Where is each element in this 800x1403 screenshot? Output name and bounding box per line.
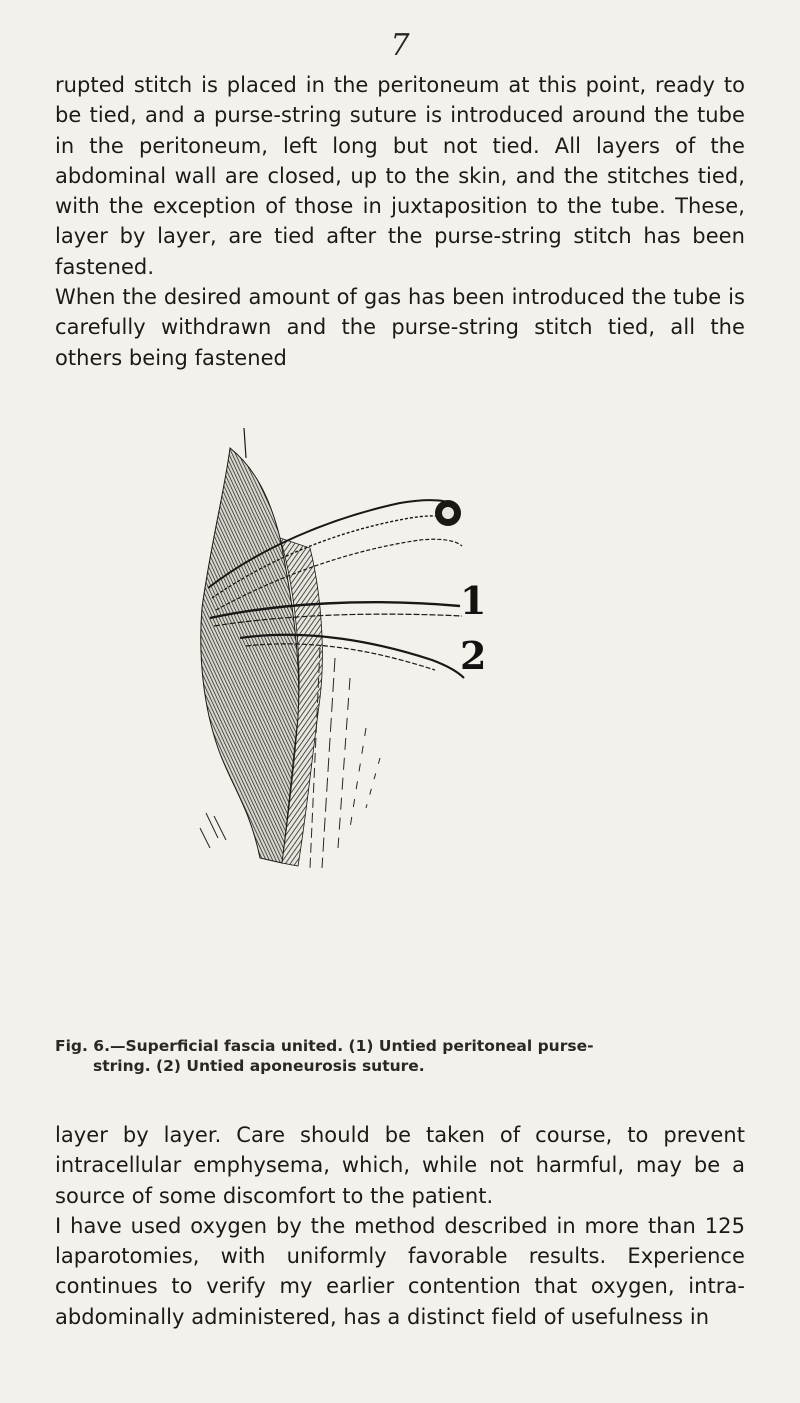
paragraph: When the desired amount of gas has been introduced the tube is carefully withdrawn and the purse-string stitch tied, all the others being fastened	[55, 285, 745, 370]
page-number: 7	[390, 28, 410, 63]
caption-line-2: string. (2) Untied aponeurosis suture.	[93, 1057, 425, 1075]
caption-line-1: Fig. 6.—Superficial fascia united. (1) Untied peritoneal purse-	[55, 1037, 594, 1055]
muscle-layer-left	[201, 448, 299, 863]
top-text-block	[55, 70, 745, 373]
label-1: 1	[460, 578, 487, 623]
paragraph: layer by layer. Care should be taken of course, to prevent intracellular emphysema, which, while not harmful, may be a source of some discomfort to the patient.	[55, 1123, 745, 1208]
paragraph: I have used oxygen by the method described in more than 125 laparotomies, with uniformly favorable results. Experience continues to verify my earlier contention that oxygen, intra-abdominally administered, has a distinct field of usefulness in	[55, 1213, 745, 1329]
paragraph: rupted stitch is placed in the peritoneum at this point, ready to be tied, and a purse-string suture is introduced around the tube in the peritoneum, left long but not tied. All layers of the abdominal wall are closed, up to the skin, and the stitches tied, with the exception of those in juxtaposition to the tube. These, layer by layer, are tied after the purse-string stitch has been fastened.	[55, 73, 745, 279]
abdominal-wall-drawing	[170, 428, 510, 878]
figure-caption	[55, 1036, 745, 1076]
bottom-text-block	[55, 1120, 745, 1332]
surgical-illustration	[170, 428, 510, 878]
label-2: 2	[460, 633, 487, 678]
